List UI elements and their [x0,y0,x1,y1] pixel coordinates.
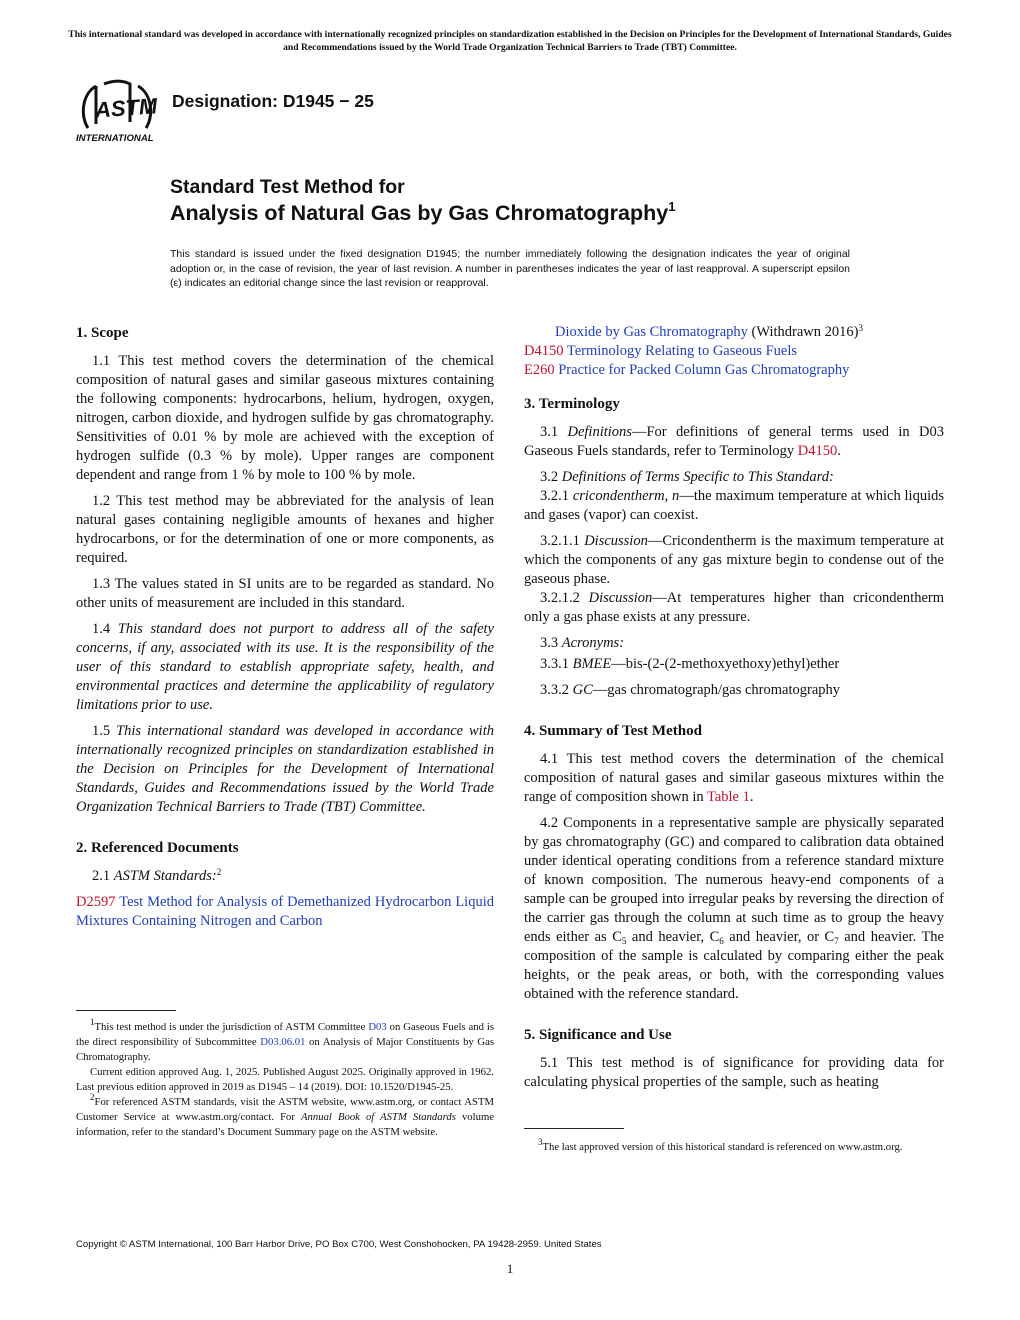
para-text: —the maximum temperature at which liquids and gases (vapor) can coexist. [524,488,944,523]
para-text: —Cricondentherm is the maximum temperature at which the components of any gas mixture begin to condense out of the gaseous phase. [524,533,945,587]
footnote-1-text-c: on Analysis of Major Constituents by Gas Chromatography. [76,1036,494,1063]
ref-code-link[interactable]: E260 [524,362,555,378]
reference-d2597-part1 [76,893,494,931]
para-text: —For definitions of general terms used in D03 Gaseous Fuels standards, refer to Terminology [524,424,945,459]
ref-code-link[interactable]: D4150 [524,343,564,359]
subscript: 5 [621,936,627,946]
footnote-rule [524,1128,624,1129]
table-1-link[interactable]: Table 1 [706,789,750,805]
copyright: Copyright © ASTM International, 100 Barr Harbor Drive, PO Box C700, West Conshohocken, PA 19428-2959. United States [76,1239,602,1250]
para-3-2-1-2 [524,589,944,627]
term: Discussion [588,590,653,606]
right-column [524,323,944,1099]
para-number: 1.4 [92,621,111,637]
para-text: ASTM Standards: [113,868,217,884]
para-number: 3.1 [540,424,559,440]
ref-title-link[interactable]: Terminology Relating to Gaseous Fuels [566,343,798,359]
para-4-1 [524,750,944,807]
para-number: 3.3.1 [540,656,569,672]
para-number: 3.3 [540,635,559,651]
para-text: —At temperatures higher than cricondentherm only a gas phase exists at any pressure. [524,590,944,625]
term: BMEE [572,656,612,672]
para-1-3: 1.3 The values stated in SI units are to be regarded as standard. No other units of measurement are included in this standard. [76,576,494,611]
title-main: Analysis of Natural Gas by Gas Chromatography [170,201,669,225]
section-heading-summary: 4. Summary of Test Method [524,723,702,739]
para-3-1: 3.1 Definitions—For definitions of general terms used in D03 Gaseous Fuels standards, refer to Terminology D4150. [524,424,945,459]
reference-d2597-part2 [524,323,944,342]
footnote-1 [76,1017,494,1065]
para-3-3 [524,634,944,653]
ref-code-link[interactable]: D2597 [76,894,116,910]
terminology-link[interactable]: D4150 [797,443,838,459]
para-2-1 [76,867,494,886]
para-1-5 [76,722,494,817]
term: cricondentherm, n [572,488,680,504]
para-5-1: 5.1 This test method is of significance for providing data for calculating physical properties of the sample, such as heating [524,1055,944,1090]
section-heading-significance: 5. Significance and Use [524,1027,672,1043]
subcommittee-link[interactable]: D03.06.01 [260,1036,306,1048]
para-number: 1.5 [92,723,111,739]
footnote-3-text: The last approved version of this historical standard is referenced on www.astm.org. [542,1141,903,1153]
para-3-2-1 [524,487,944,525]
astm-logo-letters [93,93,159,122]
subscript: 6 [719,936,724,946]
para-1-4 [76,620,494,715]
footnotes-right [524,1137,944,1155]
footnote-2-italic: Annual Book of ASTM Standards [301,1111,456,1123]
title-line-1: Standard Test Method for [170,176,405,198]
para-text-b: and heavier, C [626,929,720,945]
footnote-1-text-b: on Gaseous Fuels and is the direct responsibility of Subcommittee [76,1021,494,1048]
subscript: 7 [834,936,839,946]
footnote-rule [76,1010,176,1011]
footnote-1-marker: 1 [90,1017,95,1027]
para-3-3-1 [524,655,944,674]
astm-logo-text: ASTM [94,93,158,123]
para-3-2 [524,468,944,487]
para-end: . [749,789,754,805]
issued-note: This standard is issued under the fixed designation D1945; the number immediately following the designation indicates the year of original adoption or, in the case of revision, the year of last revision. A number in parentheses indicates the year of last reapproval. A superscript epsilon (ε) indicates an editorial change since the last revision or reapproval. [170,248,850,289]
para-1-1: 1.1 This test method covers the determination of the chemical composition of natural gases and similar gaseous mixtures containing the following components: hydrocarbons, helium, hydrogen, oxygen, nitrogen, carbon dioxide, and hydrogen sulfide by gas chromatography. Sensitivities of 0.01 % by mole are achieved with the exception of hydrogen sulfide (0.3 % by mole). Upper ranges are component dependent and range from 1 % by mole to 100 % by mole. [76,353,494,483]
para-number: 3.3.2 [540,682,569,698]
footnote-2-text-a: For referenced ASTM standards, visit the ASTM website, www.astm.org, or contact ASTM Customer Service at www.astm.org/contact. For [76,1096,494,1123]
title-line-2 [170,199,675,227]
para-text-a: 4.2 Components in a representative sample are physically separated by gas chromatography (GC) and compared to calibration data obtained under identical operating conditions from a reference standard mixture of known composition. The numerous heavy-end components of a sample can be grouped into irregular peaks by reversing the direction of the carrier gas through the column at such time as to group the heavy ends either as C [524,815,944,945]
footnotes-left [76,1017,495,1140]
term: Discussion [584,533,648,549]
para-number: 2.1 [92,868,111,884]
title-footnote-ref[interactable]: 1 [668,199,676,214]
para-text: This standard does not purport to address all of the safety concerns, if any, associated with its use. It is the responsibility of the user of this standard to establish appropriate safety, health, and environmental practices and determine the applicability of regulatory limitations prior to use. [76,621,494,713]
footnote-1-edition: Current edition approved Aug. 1, 2025. Published August 2025. Originally approved in 1962. Last previous edition approved in 2019 as D1945 – 14 (2019). DOI: 10.1520/D1945-25. [76,1066,494,1093]
para-text-c: and heavier, or C [723,929,835,945]
para-text: This international standard was developed in accordance with internationally recognized principles on standardization established in the Decision on Principles for the Development of International Standards, Guides and Recommendations issued by the World Trade Organization Technical Barriers to Trade (TBT) Committee. [76,723,494,815]
ref-title-continued[interactable]: Dioxide by Gas Chromatography [555,324,748,340]
reference-d4150 [524,342,944,361]
ref-title-link[interactable]: Test Method for Analysis of Demethanized Hydrocarbon Liquid Mixtures Containing Nitrogen and Carbon [76,894,494,929]
title-block [170,175,675,227]
para-4-2 [524,814,944,1004]
para-text-d: and heavier. The composition of the sample is calculated by comparing either the peak heights, or the peak areas, or both, with the corresponding values obtained with the reference standard. [524,929,944,1002]
astm-logo [74,76,162,144]
footnote-2-marker: 2 [90,1092,95,1102]
top-notice: This international standard was developed in accordance with internationally recognized principles on standardization established in the Decision on Principles for the Development of International Standards, Guides and Recommendations issued by the World Trade Organization Technical Barriers to Trade (TBT) Committee. [68,29,952,53]
para-text: —bis-(2-(2-methoxyethoxy)ethyl)ether [611,656,840,672]
para-number: 3.2.1.2 [540,590,580,606]
term: Definitions of Terms Specific to This Standard: [561,469,834,485]
ref-suffix: (Withdrawn 2016) [747,324,859,340]
astm-logo-subtext: INTERNATIONAL [76,133,154,144]
para-3-3-2 [524,681,944,700]
designation: Designation: D1945 − 25 [172,91,374,111]
footnote-ref[interactable]: 2 [216,867,222,877]
footnote-ref[interactable]: 3 [858,323,863,333]
section-heading-scope: 1. Scope [76,325,129,341]
term: Definitions [567,424,632,440]
para-number: 3.2.1.1 [540,533,580,549]
reference-e260 [524,361,944,380]
footnote-2 [76,1092,495,1140]
ref-title-link[interactable]: Practice for Packed Column Gas Chromatography [558,362,850,378]
footnote-1-text-a: This test method is under the jurisdiction of ASTM Committee [94,1021,369,1033]
footnote-3 [524,1137,944,1155]
term: Acronyms: [561,635,625,651]
footnote-3-marker: 3 [538,1137,543,1147]
committee-link[interactable]: D03 [368,1021,387,1033]
footnote-2-text-b: volume information, refer to the standard’s Document Summary page on the ASTM website. [76,1111,495,1138]
section-heading-referenced: 2. Referenced Documents [76,840,239,856]
para-number: 3.2.1 [540,488,569,504]
page-number: 1 [506,1261,514,1276]
term: GC [572,682,593,698]
para-3-2-1-1 [524,532,944,589]
para-text: 4.1 This test method covers the determination of the chemical composition of natural gases and similar gaseous mixtures within the range of composition shown in [524,751,944,805]
para-1-2: 1.2 This test method may be abbreviated for the analysis of lean natural gases containing negligible amounts of hexanes and higher hydrocarbons, or for the determination of one or more components, as required. [76,493,494,566]
para-text: —gas chromatograph/gas chromatography [592,682,841,698]
section-heading-terminology: 3. Terminology [524,396,620,412]
left-column [76,323,494,931]
para-number: 3.2 [540,469,559,485]
